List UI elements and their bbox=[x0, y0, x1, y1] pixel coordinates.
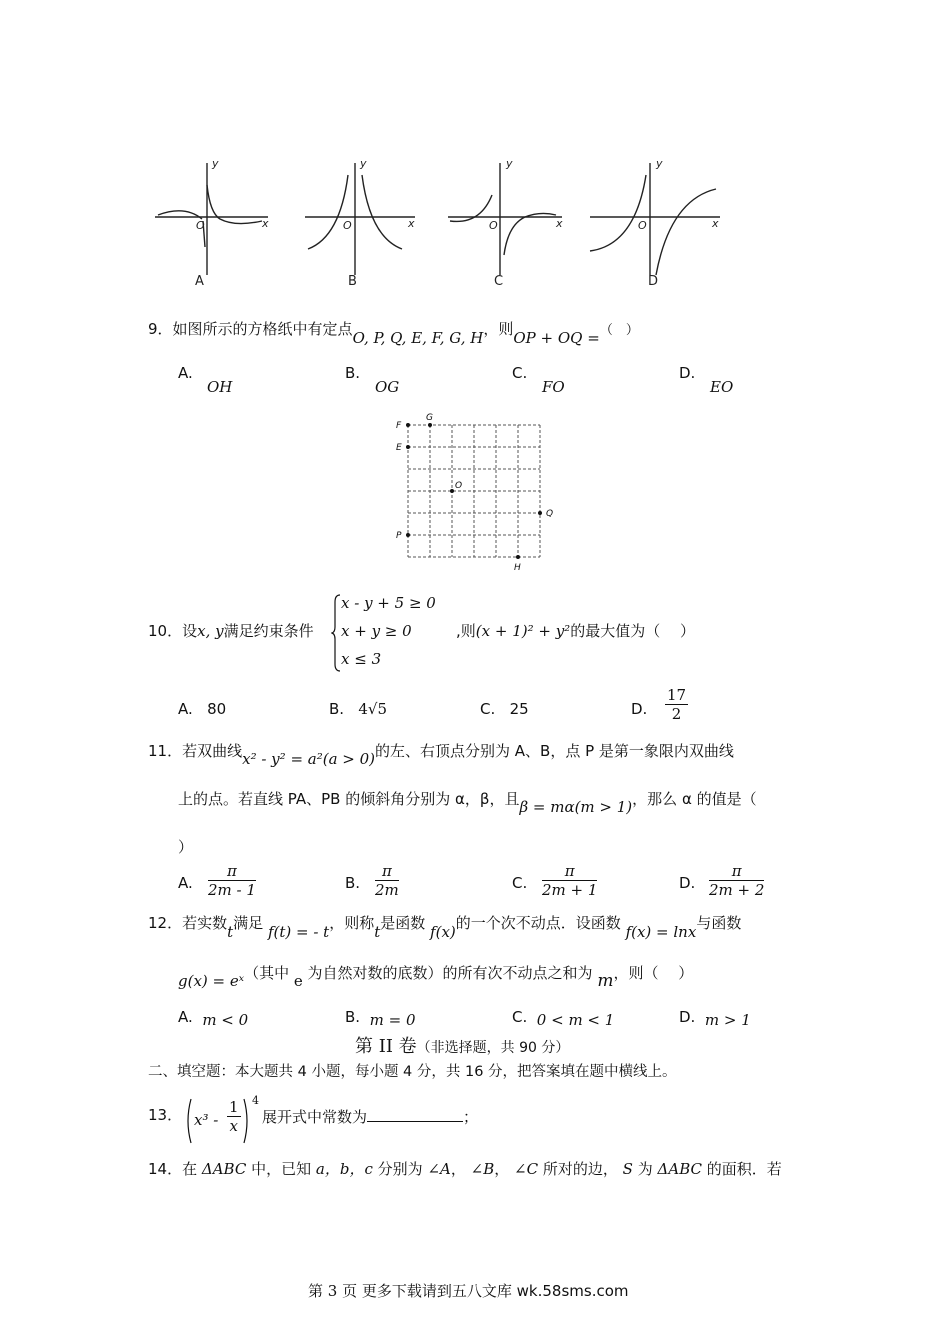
q10-text2: 满足约束条件 bbox=[223, 622, 314, 640]
q11-eq: x² - y² = a²(a > 0) bbox=[242, 750, 376, 768]
q10-brace-icon bbox=[331, 594, 341, 672]
q11-option-c[interactable]: C. bbox=[512, 874, 528, 892]
q13-frac bbox=[227, 1098, 241, 1135]
graph-a-x: x bbox=[262, 217, 269, 230]
graph-d-y: y bbox=[656, 157, 663, 170]
grid-label-q: Q bbox=[546, 509, 554, 519]
graph-c-o: O bbox=[489, 219, 498, 232]
q14-t2: 中，已知 bbox=[251, 1160, 312, 1178]
q10-vars: x, y bbox=[197, 622, 224, 640]
q14-t4: ， bbox=[450, 1160, 466, 1178]
q12-v3: e bbox=[293, 972, 303, 990]
q10-option-d[interactable]: D. bbox=[631, 700, 648, 718]
q13-exponent: 4 bbox=[252, 1094, 259, 1107]
q9-option-d[interactable]: D. bbox=[679, 364, 696, 382]
q14-line1 bbox=[148, 1158, 782, 1179]
q10-constraint-3: x ≤ 3 bbox=[341, 650, 382, 668]
q12-t2: 满足 bbox=[233, 914, 264, 932]
q10-text4: 的最大值为（ ） bbox=[570, 622, 695, 640]
q13-frac-den: x bbox=[229, 1117, 238, 1135]
q12-e2: f(x) bbox=[430, 923, 456, 941]
q9-option-a-value: OH bbox=[207, 378, 233, 396]
graph-a-y: y bbox=[212, 157, 219, 170]
q9-option-a[interactable]: A. bbox=[178, 364, 193, 382]
q12-option-b[interactable]: B. m = 0 bbox=[345, 1008, 416, 1029]
q13-base: x³ - bbox=[194, 1111, 219, 1129]
grid-label-o: O bbox=[455, 481, 463, 491]
q11-line3: ） bbox=[178, 838, 194, 856]
q9-option-c[interactable]: C. bbox=[512, 364, 528, 382]
grid-label-f: F bbox=[396, 421, 402, 431]
q14-t7: 为 bbox=[637, 1160, 653, 1178]
q11-line2a: 上的点。若直线 PA、PB 的倾斜角分别为 α，β，且 bbox=[178, 790, 520, 808]
q12-t5: 的一个次不动点．设函数 bbox=[455, 914, 621, 932]
function-graphs bbox=[150, 155, 730, 295]
q9-text2: ，则 bbox=[483, 320, 514, 338]
q10-option-c[interactable]: C. 25 bbox=[480, 700, 529, 718]
q14-e2: a，b，c bbox=[315, 1160, 373, 1178]
q10-option-b[interactable]: B. 4√5 bbox=[329, 700, 388, 718]
graph-d-x: x bbox=[712, 217, 719, 230]
section-2-sub: （非选择题，共 90 分） bbox=[416, 1040, 570, 1056]
q12-v4: m bbox=[597, 971, 614, 991]
q9-stem bbox=[148, 318, 639, 347]
q11-text1: 若双曲线 bbox=[182, 742, 243, 760]
q11-line1 bbox=[148, 740, 734, 768]
section-2-heading: 第 II 卷 bbox=[355, 1036, 417, 1057]
section-2-instructions: 二、填空题：本大题共 4 小题，每小题 4 分，共 16 分，把答案填在题中横线上。 bbox=[148, 1064, 677, 1080]
q9-option-c-value: FO bbox=[542, 378, 565, 396]
q11-option-a-frac: $\frac{\pi}{2m - 1}$ bbox=[208, 862, 256, 899]
q9-number: 9． bbox=[148, 320, 173, 338]
q14-t8: 的面积．若 bbox=[706, 1160, 782, 1178]
q13-answer-blank[interactable] bbox=[367, 1107, 463, 1122]
q9-option-b[interactable]: B. bbox=[345, 364, 361, 382]
q9-grid-figure bbox=[390, 410, 560, 575]
q14-t5: ， bbox=[494, 1160, 510, 1178]
graph-a-o: O bbox=[196, 219, 205, 232]
q12-option-d[interactable]: D. m > 1 bbox=[679, 1008, 751, 1029]
q14-e5: ∠C bbox=[514, 1160, 539, 1178]
q11-option-b-frac: $\frac{\pi}{2m}$ bbox=[375, 862, 399, 899]
q14-e7: ΔABC bbox=[657, 1160, 702, 1178]
q12-option-a[interactable]: A. m < 0 bbox=[178, 1008, 249, 1029]
q13-frac-num: 1 bbox=[229, 1098, 239, 1116]
q10-option-d-frac bbox=[665, 686, 688, 723]
q10-constraint-2: x + y ≥ 0 bbox=[341, 622, 412, 640]
q11-number: 11． bbox=[148, 742, 183, 760]
q14-number: 14． bbox=[148, 1160, 183, 1178]
q12-v2: t bbox=[374, 923, 381, 941]
q10-option-d-den: 2 bbox=[671, 705, 682, 723]
q9-text1: 如图所示的方格纸中有定点 bbox=[172, 320, 353, 338]
footer-page-number: 第 3 页 bbox=[308, 1282, 358, 1300]
q10-stem-left bbox=[148, 620, 314, 641]
q12-e1: f(t) = - t bbox=[267, 923, 330, 941]
graph-b-x: x bbox=[408, 217, 415, 230]
q12-line2 bbox=[178, 962, 694, 991]
q12-number: 12． bbox=[148, 914, 183, 932]
footer-link[interactable]: 更多下载请到五八文库 wk.58sms.com bbox=[361, 1282, 629, 1300]
graph-b-y: y bbox=[360, 157, 367, 170]
q12-t6: 与函数 bbox=[696, 914, 742, 932]
q10-objective: (x + 1)² + y² bbox=[475, 622, 571, 640]
q13-paren-right-icon bbox=[243, 1098, 251, 1144]
q11-option-c-frac: $\frac{\pi}{2m + 1}$ bbox=[542, 862, 598, 899]
graph-label-a: A bbox=[195, 274, 204, 289]
q12-line1 bbox=[148, 912, 742, 941]
grid-label-g: G bbox=[426, 413, 433, 423]
graph-label-b: B bbox=[348, 274, 357, 289]
q13-number: 13． bbox=[148, 1106, 183, 1124]
q11-option-a[interactable]: A. bbox=[178, 874, 193, 892]
q10-text1: 设 bbox=[182, 622, 198, 640]
q12-t9: ，则（ ） bbox=[613, 964, 694, 982]
q9-option-b-value: OG bbox=[375, 378, 400, 396]
q14-e3: ∠A bbox=[427, 1160, 451, 1178]
q10-option-b-value: 4√5 bbox=[358, 700, 388, 718]
q10-option-c-value: 25 bbox=[509, 700, 529, 718]
q9-expr: OP + OQ = bbox=[513, 329, 600, 347]
q13-label: 展开式中常数为 bbox=[262, 1108, 368, 1126]
q12-e3: f(x) = lnx bbox=[625, 923, 697, 941]
grid-label-e: E bbox=[396, 443, 402, 453]
q11-line2 bbox=[178, 788, 757, 816]
graph-label-c: C bbox=[494, 274, 504, 289]
q9-paren: （ ） bbox=[599, 323, 639, 338]
q14-e4: ∠B bbox=[470, 1160, 495, 1178]
q14-e1: ΔABC bbox=[201, 1160, 247, 1178]
q10-option-a[interactable]: A. 80 bbox=[178, 700, 227, 718]
q10-text3: ,则 bbox=[456, 622, 476, 640]
q12-option-c[interactable]: C. 0 < m < 1 bbox=[512, 1008, 615, 1029]
q9-option-d-value: EO bbox=[710, 378, 734, 396]
q12-t4: 是函数 bbox=[380, 914, 426, 932]
page-footer bbox=[308, 1280, 629, 1301]
q12-t3: ，则称 bbox=[329, 914, 375, 932]
q10-number: 10． bbox=[148, 622, 183, 640]
graph-label-d: D bbox=[648, 274, 659, 289]
graph-b-o: O bbox=[343, 219, 352, 232]
section-2-title bbox=[355, 1032, 569, 1058]
graph-d-o: O bbox=[638, 219, 647, 232]
q12-e4: g(x) = eˣ bbox=[178, 972, 245, 990]
q12-v1: t bbox=[227, 923, 234, 941]
graph-c-y: y bbox=[506, 157, 513, 170]
q13-paren-left-icon bbox=[184, 1098, 192, 1144]
q11-option-b[interactable]: B. bbox=[345, 874, 361, 892]
q10-option-d-num: 17 bbox=[667, 686, 687, 704]
grid-label-p: P bbox=[396, 531, 402, 541]
q11-option-d[interactable]: D. bbox=[679, 874, 696, 892]
q12-t8: 为自然对数的底数）的所有次不动点之和为 bbox=[307, 964, 593, 982]
q13-text bbox=[262, 1106, 478, 1127]
q11-option-d-frac: $\frac{\pi}{2m + 2}$ bbox=[709, 862, 765, 899]
q14-t6: 所对的边， bbox=[542, 1160, 618, 1178]
q13-end: ； bbox=[463, 1108, 479, 1126]
q10-constraint-1: x - y + 5 ≥ 0 bbox=[341, 594, 436, 612]
q10-stem-right bbox=[456, 620, 695, 641]
q9-points: O, P, Q, E, F, G, H bbox=[352, 329, 484, 347]
q11-line2b: ，那么 α 的值是（ bbox=[632, 790, 757, 808]
q14-t3: 分别为 bbox=[377, 1160, 423, 1178]
q10-option-a-value: 80 bbox=[207, 700, 227, 718]
q14-e6: S bbox=[622, 1160, 633, 1178]
q12-t7: （其中 bbox=[244, 964, 290, 982]
q11-text2: 的左、右顶点分别为 A、B，点 P 是第一象限内双曲线 bbox=[375, 742, 734, 760]
graph-c-x: x bbox=[556, 217, 563, 230]
q14-t1: 在 bbox=[182, 1160, 198, 1178]
q11-cond: β = mα(m > 1) bbox=[519, 798, 633, 816]
q12-t1: 若实数 bbox=[182, 914, 228, 932]
grid-label-h: H bbox=[514, 563, 521, 573]
